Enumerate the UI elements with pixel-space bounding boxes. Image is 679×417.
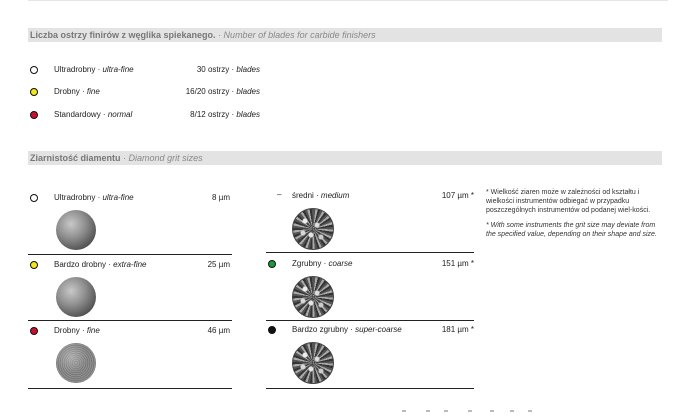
green-dot-icon [268,260,276,268]
red-dot-icon [30,111,38,119]
divider-line [266,388,474,389]
divider-line [28,320,232,321]
grit-label-pl: Bardzo drobny · [54,260,114,269]
blade-label-pl: Drobny · [54,87,87,96]
grit-size: 151 µm * [441,259,474,268]
white-dot-icon [30,66,38,74]
yellow-dot-icon [30,88,38,96]
diamond-sphere-image [292,208,334,250]
footnote-pl: * Wielkość ziaren może w zależności od kształtu i wielkości instrumentów odbiegać w przypadku poszczególnych instrumentów od podanej wiel-kości. [486,189,651,214]
bottom-decoration [398,408,548,414]
grit-label-pl: średni · [292,191,321,200]
blade-label-pl: Ultradrobny · [54,65,103,74]
yellow-dot-icon [30,261,38,269]
grit-label-pl: Bardzo zgrubny · [292,325,356,334]
top-divider [28,0,668,1]
grit-label-en: extra-fine [113,260,147,269]
grit-item-medium [268,190,474,256]
grit-item-coarse [268,258,474,324]
grit-size: 25 µm [207,260,230,269]
grit-item-super-coarse [268,324,474,390]
grit-item-extra-fine [30,259,230,325]
blade-label-en: fine [86,87,100,96]
dash-marker: – [277,190,282,199]
grit-title-pl: Ziarnistość diamentu [30,153,121,163]
diamond-sphere-image [292,342,334,384]
grit-label-pl: Zgrubny · [292,259,329,268]
blades-section-header [28,28,662,42]
grit-label-pl: Drobny · [54,326,87,335]
grit-item-fine [30,325,230,391]
diamond-sphere-image [56,343,96,383]
blades-title-pl: Liczba ostrzy finirów z węglika spiekanego. [30,30,216,40]
grit-label-pl: Ultradrobny · [54,193,103,202]
blade-count-unit: blades [236,110,260,119]
grit-item-ultra-fine [30,192,230,258]
black-dot-icon [268,326,276,334]
blade-label-en: normal [107,110,133,119]
blades-title-en: · Number of blades for carbide finishers [218,30,376,40]
diamond-sphere-image [56,210,96,250]
grit-title-en: · Diamond grit sizes [123,153,203,163]
blade-count: 30 ostrzy · [196,65,237,74]
blade-count-unit: blades [236,65,260,74]
blade-count-unit: blades [236,87,260,96]
grit-label-en: medium [320,191,350,200]
diamond-sphere-image [292,276,334,318]
blade-label-en: ultra-fine [102,65,134,74]
blade-count: 8/12 ostrzy · [190,110,237,119]
divider-line [266,252,474,253]
white-dot-icon [30,194,38,202]
grit-label-en: coarse [328,259,353,268]
grit-section-header [28,151,662,165]
grit-label-en: super-coarse [355,325,402,334]
blade-label-pl: Standardowy · [54,110,108,119]
footnote-en: * With some instruments the grit size may deviate from the specified value, depending on their shape and size. [486,222,657,238]
red-dot-icon [30,327,38,335]
grit-label-en: ultra-fine [102,193,134,202]
divider-line [28,254,232,255]
grit-size: 107 µm * [441,191,474,200]
grit-footnotes [486,188,664,245]
diamond-sphere-image [56,277,96,317]
grit-size: 8 µm [212,193,230,202]
grit-size: 181 µm * [441,325,474,334]
blade-count: 16/20 ostrzy · [185,87,237,96]
grit-label-en: fine [86,326,100,335]
divider-line [28,388,232,389]
divider-line [266,320,474,321]
grit-size: 46 µm [207,326,230,335]
